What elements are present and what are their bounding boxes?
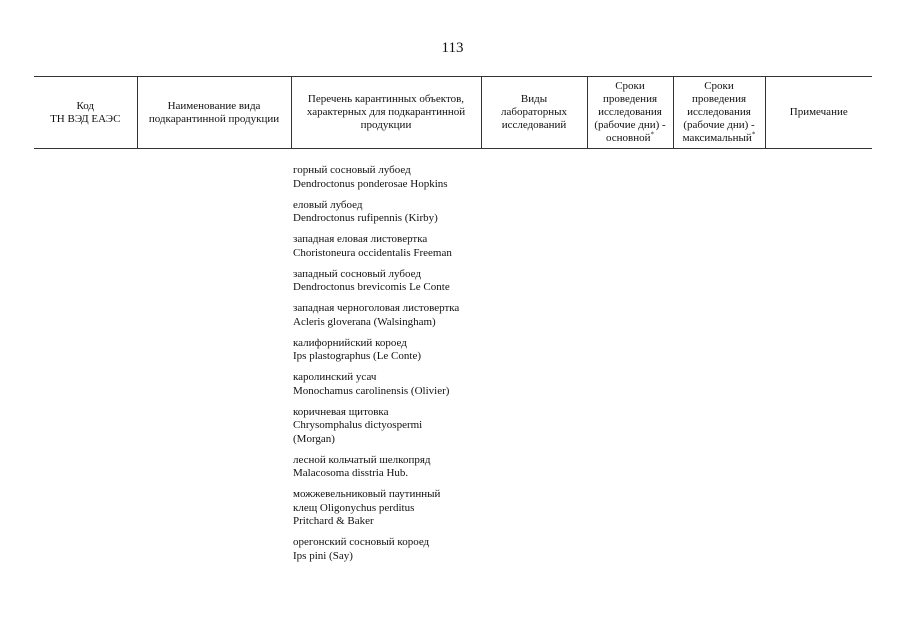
pest-latin-name: Dendroctonus brevicomis Le Conte bbox=[293, 281, 450, 293]
pest-common-name: калифорнийский короед bbox=[293, 336, 407, 349]
pest-latin-name: Malacosoma disstria Hub. bbox=[293, 467, 409, 479]
list-item bbox=[293, 164, 483, 191]
header-text: Перечень карантинных объектов, характерных для подкарантинной продукции bbox=[306, 93, 466, 131]
pest-common-name: горный сосновый лубоед bbox=[293, 164, 411, 176]
page-number: 113 bbox=[441, 40, 464, 56]
header-text: Наименование вида подкарантинной продукции bbox=[148, 99, 280, 125]
pest-common-name: можжевельниковый паутинный bbox=[293, 488, 441, 500]
quarantine-table-header bbox=[34, 76, 872, 149]
list-item bbox=[293, 406, 483, 447]
header-cell-quarantine-objects bbox=[291, 77, 481, 149]
list-item bbox=[293, 488, 483, 529]
list-item bbox=[293, 199, 483, 226]
header-text: Примечание bbox=[789, 106, 848, 118]
pest-common-name: западный сосновый лубоед bbox=[293, 267, 421, 280]
pest-latin-name: Choristoneura occidentalis Freeman bbox=[293, 246, 452, 259]
header-cell-product-name bbox=[137, 77, 291, 149]
pest-common-name: коричневая щитовка bbox=[293, 405, 389, 418]
header-cell-code bbox=[34, 77, 137, 149]
list-item bbox=[293, 268, 483, 295]
footnote-mark: * bbox=[650, 130, 654, 139]
list-item bbox=[293, 337, 483, 364]
pest-common-name: западная еловая листовертка bbox=[293, 233, 428, 245]
list-item bbox=[293, 454, 483, 481]
pest-latin-name: Ips pini (Say) bbox=[293, 549, 353, 562]
pest-latin-name: Dendroctonus rufipennis (Kirby) bbox=[293, 212, 438, 224]
header-text: Сроки проведения исследования (рабочие дни) - основной bbox=[594, 80, 666, 144]
list-item bbox=[293, 302, 483, 329]
pest-common-name: лесной кольчатый шелкопряд bbox=[293, 453, 431, 466]
pest-latin-name: (Morgan) bbox=[293, 432, 335, 445]
pest-common-name: каролинский усач bbox=[293, 371, 377, 383]
header-cell-term-max bbox=[673, 77, 765, 149]
list-item bbox=[293, 536, 483, 563]
footnote-mark: * bbox=[751, 130, 756, 139]
pest-latin-name: Pritchard & Baker bbox=[293, 515, 374, 527]
pest-latin-name: клещ Oligonychus perditus bbox=[293, 501, 415, 514]
pest-latin-name: Chrysomphalus dictyospermi bbox=[293, 419, 423, 431]
header-cell-note bbox=[765, 77, 872, 149]
pest-latin-name: Monochamus carolinensis (Olivier) bbox=[293, 384, 450, 397]
header-text: Сроки проведения исследования (рабочие дни) - максимальный bbox=[682, 80, 755, 144]
pest-latin-name: Ips plastographus (Le Conte) bbox=[293, 350, 421, 362]
header-cell-lab-tests bbox=[481, 77, 587, 149]
pest-common-name: западная черноголовая листовертка bbox=[293, 302, 460, 314]
header-text: Код ТН ВЭД ЕАЭС bbox=[50, 99, 121, 125]
list-item bbox=[293, 233, 483, 260]
header-text: Виды лабораторных исследований bbox=[500, 93, 567, 131]
header-row bbox=[34, 77, 872, 149]
pest-common-name: орегонский сосновый короед bbox=[293, 536, 430, 548]
pest-latin-name: Dendroctonus ponderosae Hopkins bbox=[293, 177, 448, 190]
pest-common-name: еловый лубоед bbox=[293, 198, 363, 211]
pest-latin-name: Acleris gloverana (Walsingham) bbox=[293, 315, 436, 328]
list-item bbox=[293, 371, 483, 398]
header-cell-term-basic bbox=[587, 77, 673, 149]
quarantine-objects-list bbox=[293, 164, 483, 571]
